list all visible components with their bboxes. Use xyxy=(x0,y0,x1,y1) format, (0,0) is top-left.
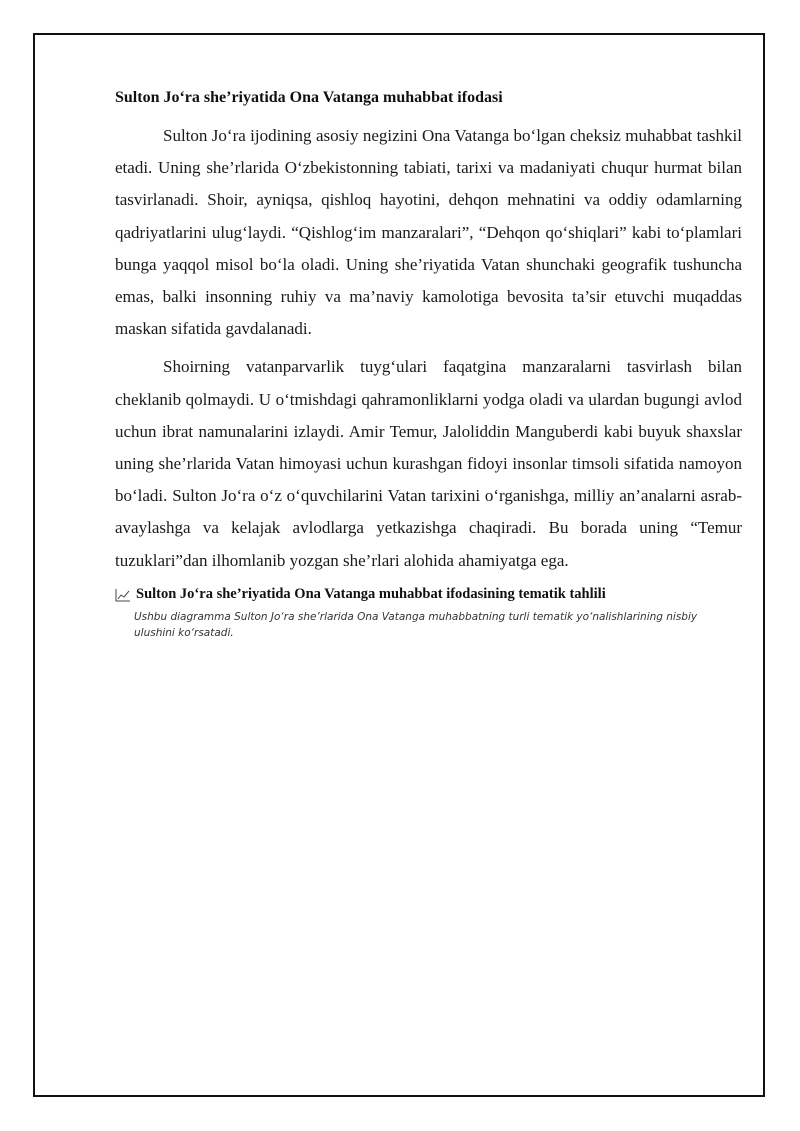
section-heading: Sulton Jo‘ra she’riyatida Ona Vatanga muhabbat ifodasi xyxy=(115,89,503,106)
document-body xyxy=(115,86,742,641)
paragraph-2: Shoirning vatanparvarlik tuyg‘ulari faqatgina manzaralarni tasvirlash bilan cheklanib qolmaydi. U o‘tmishdagi qahramonliklarni yodga oladi va ulardan bugungi avlod uchun ibrat namunalarini izlaydi. Amir Temur, Jaloliddin Manguberdi kabi buyuk shaxslar uning she’rlarida Vatan himoyasi uchun kurashgan fidoyi insonlar timsoli sifatida namoyon bo‘ladi. Sulton Jo‘ra o‘z o‘quvchilarini Vatan tarixini o‘rganishga, milliy an’analarni asrab-avaylashga va kelajak avlodlarga yetkazishga chaqiradi. Bu borada uning “Temur tuzuklari”dan ilhomlanib yozgan she’rlari alohida ahamiyatga ega. xyxy=(115,357,742,570)
figure-title-row xyxy=(115,583,742,605)
figure-caption-block xyxy=(115,583,742,641)
chart-line-icon xyxy=(115,587,131,601)
figure-title: Sulton Jo‘ra she’riyatida Ona Vatanga muhabbat ifodasining tematik tahlili xyxy=(136,585,606,602)
figure-description: Ushbu diagramma Sulton Jo‘ra she’rlarida Ona Vatanga muhabbatning turli tematik yo‘nalishlarining nisbiy ulushini ko‘rsatadi. xyxy=(134,610,698,639)
paragraph-1: Sulton Jo‘ra ijodining asosiy negizini Ona Vatanga bo‘lgan cheksiz muhabbat tashkil etadi. Uning she’rlarida O‘zbekistonning tabiati, tarixi va madaniyati chuqur hurmat bilan tasvirlanadi. Shoir, ayniqsa, qishloq hayotini, dehqon mehnatini va oddiy odamlarning qadriyatlarini ulug‘laydi. “Qishlog‘im manzaralari”, “Dehqon qo‘shiqlari” kabi to‘plamlari bunga yaqqol misol bo‘la oladi. Uning she’riyatida Vatan shunchaki geografik tushuncha emas, balki insonning ruhiy va ma’naviy kamolotiga bevosita ta’sir etuvchi muqaddas maskan sifatida gavdalanadi. xyxy=(115,126,742,339)
